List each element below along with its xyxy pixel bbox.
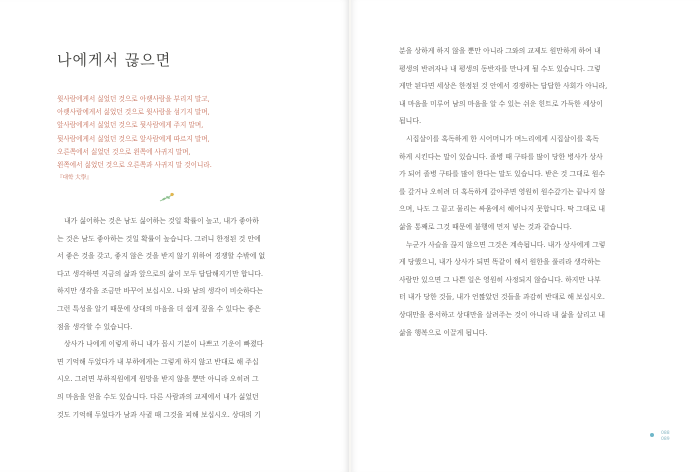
chapter-title: 나에게서 끊으면: [57, 51, 172, 69]
body-line: 상사가 나에게 이렇게 하니 내가 몹시 기분이 나쁘고 기운이 빠졌다: [64, 340, 264, 349]
body-line: 누군가 사슬을 끊지 않으면 그것은 계속됩니다. 내가 상사에게 그렇: [406, 240, 606, 249]
body-line: 서 좋은 것을 갖고, 좋지 않은 것을 받지 않기 위하여 경쟁할 수밖에 없: [57, 252, 266, 261]
dot-icon: [650, 433, 654, 437]
body-text-right: [399, 43, 661, 342]
body-line: 면 기억해 두었다가 내 부하에게는 그렇게 하지 않고 반대로 해 주십: [57, 357, 259, 366]
body-line: 를 갚거나 오히려 더 혹독하게 갚아주면 영원히 원수갚기는 끝나지 않: [399, 187, 606, 196]
left-page: [0, 0, 349, 472]
body-line: 게 당했으니, 내가 상사가 되면 똑같이 해서 원한을 풀리라 생각하는: [399, 258, 601, 267]
body-line: 내 마음을 미루어 남의 마음을 알 수 있는 쉬운 힌트로 가득한 세상이: [399, 99, 603, 108]
epigraph-line: 왼쪽에서 싫었던 것으로 오른쪽과 사귀지 말 것이니라.: [57, 161, 212, 170]
epigraph-line: 오른쪽에서 싫었던 것으로 왼쪽에 사귀지 말며,: [57, 147, 191, 156]
epigraph-source: 『대학 大學』: [57, 175, 92, 182]
body-line: 는 것은 남도 좋아하는 것일 확률이 높습니다. 그러니 한정된 것 안에: [57, 234, 261, 243]
body-line: 사람만 있으면 그 나쁜 일은 영원히 사정되지 않습니다. 하지만 나부: [399, 275, 601, 284]
body-line: 것도 기억해 두었다가 남과 사귈 때 그것을 피해 보십시오. 상대의 기: [57, 410, 261, 419]
page-number-left: 088: [661, 431, 670, 436]
body-line: 시오. 그러면 부하직원에게 원망을 받지 않을 뿐만 아니라 오히려 그: [57, 375, 259, 384]
page-number-right: 089: [661, 437, 670, 442]
body-line: 하게 시킨다는 말이 있습니다. 졸병 때 구타를 많이 당한 병사가 상사: [399, 152, 603, 161]
body-line: 하지만 생각을 조금만 바꾸어 보십시오. 나와 남의 생각이 비슷하다는: [57, 287, 264, 296]
body-text-left: [57, 213, 320, 424]
body-line: 다고 생각하면 지금의 삶과 앞으로의 삶이 모두 답답해지기만 합니다.: [57, 269, 264, 278]
sprig-ornament-icon: [158, 191, 176, 203]
page-number: [661, 431, 670, 443]
right-page: [351, 0, 700, 472]
body-line: 점을 생각할 수 있습니다.: [57, 322, 133, 331]
body-line: 시집살이를 혹독하게 한 시어머니가 며느리에게 시집살이를 혹독: [406, 134, 599, 143]
body-line: 으며, 나도 그 끝고 물리는 싸움에서 헤어나지 못합니다. 딱 그대로 내: [399, 205, 606, 214]
body-line: 가 되어 졸병 구타를 많이 한다는 말도 있습니다. 받은 것 그대로 원수: [399, 170, 606, 179]
body-line: 터 내가 당한 것들, 내가 언짢았던 것들을 과감히 반대로 해 보십시오.: [399, 293, 606, 302]
body-line: 그런 특성을 알기 때문에 상대의 마음을 더 쉽게 짚을 수 있다는 좋은: [57, 304, 261, 313]
body-line: 내가 싫어하는 것은 남도 싫어하는 것일 확률이 높고, 내가 좋아하: [64, 217, 259, 225]
epigraph-line: 뒷사람에게서 싫었던 것으로 앞사람에게 따르지 말며,: [57, 134, 210, 143]
body-line: 의 마음을 얻을 수도 있습니다. 다른 사람과의 교제에서 내가 싫었던: [57, 392, 259, 401]
epigraph-line: 윗사람에게서 싫었던 것으로 아랫사람을 부리지 말고,: [57, 95, 210, 103]
body-line: 삶을 행복으로 이끌게 됩니다.: [399, 328, 488, 337]
body-line: 삶을 통째로 그것 때문에 불행에 먼저 넣는 것과 같습니다.: [399, 222, 572, 231]
body-line: 게만 된다면 세상은 한정된 것 안에서 경쟁하는 답답한 사회가 아니라,: [399, 82, 608, 91]
epigraph-line: 앞사람에게서 싫었던 것으로 뒷사람에게 주지 말며,: [57, 121, 204, 130]
body-line: 상대만을 용서하고 상대만을 살려주는 것이 아니라 내 삶을 살리고 내: [399, 310, 606, 319]
body-line: 됩니다.: [399, 117, 422, 126]
epigraph: [57, 93, 312, 185]
body-line: 평생의 반려자나 내 평생의 동반자를 만나게 될 수도 있습니다. 그렇: [399, 64, 601, 73]
epigraph-line: 아랫사람에게서 싫었던 것으로 윗사람을 섬기지 말며,: [57, 108, 210, 117]
body-line: 분을 상하게 하지 않을 뿐만 아니라 그와의 교제도 원만하게 하여 내: [399, 47, 601, 55]
